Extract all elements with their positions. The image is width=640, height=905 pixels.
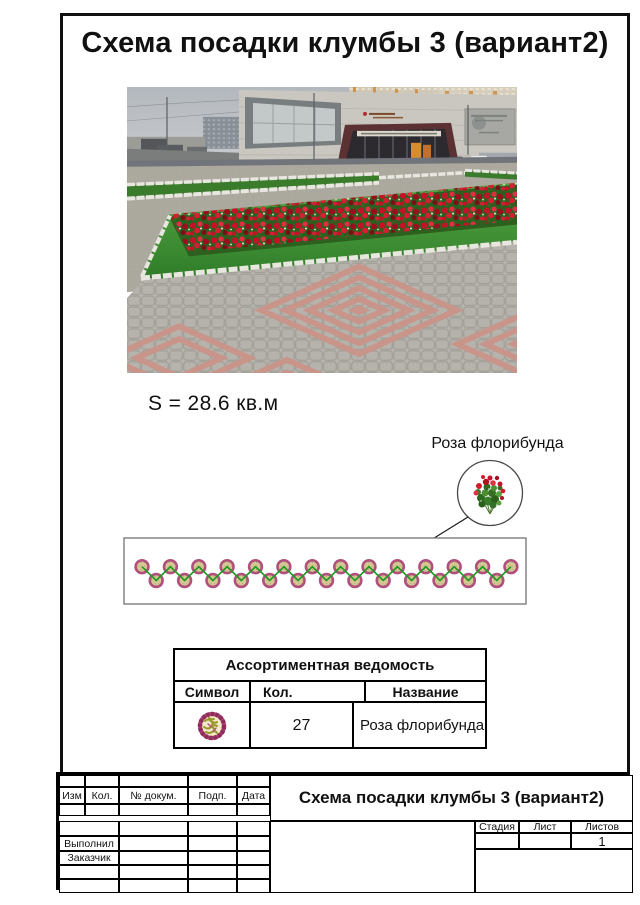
stamp-stage-label: Стадия	[475, 821, 519, 833]
stamp-cell-empty	[119, 804, 188, 816]
symbol-cell	[175, 703, 251, 748]
stamp-cell-empty	[59, 879, 119, 893]
stamp-cell-empty	[119, 821, 188, 836]
stamp-cell-empty	[119, 836, 188, 851]
planting-strip-outline	[124, 538, 526, 604]
stamp-row-zakazchik: Заказчик	[59, 851, 119, 865]
stamp-cell-empty	[188, 865, 237, 879]
quantity-cell: 27	[251, 703, 354, 748]
stamp-cell-empty	[237, 804, 270, 816]
stamp-cell-empty	[188, 804, 237, 816]
stamp-sheet-value	[519, 833, 571, 849]
stamp-col-data: Дата	[237, 787, 270, 804]
stamp-sheets-value: 1	[571, 833, 633, 849]
stamp-cell-empty	[237, 836, 270, 851]
stamp-cell-empty	[237, 775, 270, 787]
assortment-table	[173, 648, 487, 749]
stamp-sheets-label: Листов	[571, 821, 633, 833]
stamp-cell-empty	[59, 804, 85, 816]
column-name: Название	[392, 683, 459, 700]
stamp-cell-empty	[188, 775, 237, 787]
stamp-cell-empty	[119, 775, 188, 787]
stamp-cell-empty	[270, 821, 475, 893]
column-symbol: Символ	[175, 682, 251, 701]
stamp-cell-empty	[59, 775, 85, 787]
stamp-row-vypolnil: Выполнил	[59, 836, 119, 851]
column-quantity: Кол.	[251, 682, 366, 701]
stamp-cell-empty	[188, 851, 237, 865]
stamp-col-izm: Изм	[59, 787, 85, 804]
stamp-col-dokum: № докум.	[119, 787, 188, 804]
stamp-cell-empty	[237, 865, 270, 879]
callout-label: Роза флорибунда	[431, 435, 564, 452]
stamp-cell-empty	[188, 821, 237, 836]
stamp-cell-empty	[119, 851, 188, 865]
stamp-cell-empty	[119, 865, 188, 879]
stamp-cell-empty	[188, 836, 237, 851]
area-label: S = 28.6 кв.м	[148, 392, 279, 415]
site-photo-illustration	[127, 87, 517, 373]
stamp-stage-value	[475, 833, 519, 849]
stamp-doc-title: Схема посадки клумбы 3 (вариант2)	[270, 775, 633, 821]
stamp-cell-empty	[475, 849, 633, 893]
stamp-cell-empty	[237, 879, 270, 893]
stamp-cell-empty	[85, 775, 119, 787]
assortment-table-header	[175, 682, 485, 703]
assortment-table-title: Ассортиментная ведомость	[175, 650, 485, 682]
rose-floribunda-symbol	[196, 710, 228, 742]
stamp-cell-empty	[59, 821, 119, 836]
name-cell: Роза флорибунда	[360, 717, 485, 734]
stamp-cell-empty	[237, 821, 270, 836]
stamp-col-podp: Подп.	[188, 787, 237, 804]
drawing-title: Схема посадки клумбы 3 (вариант2)	[81, 27, 609, 59]
stamp-sheet-label: Лист	[519, 821, 571, 833]
mall-side-billboard	[465, 109, 515, 145]
stamp-col-kol: Кол.	[85, 787, 119, 804]
stamp-cell-empty	[237, 851, 270, 865]
stamp-cell-empty	[59, 865, 119, 879]
stamp-cell-empty	[188, 879, 237, 893]
stamp-cell-empty	[85, 804, 119, 816]
distant-building	[203, 117, 241, 149]
table-row	[175, 703, 485, 748]
site-photo	[127, 87, 517, 373]
title-block	[56, 772, 630, 890]
stamp-cell-empty	[119, 879, 188, 893]
planting-strip	[0, 530, 640, 615]
